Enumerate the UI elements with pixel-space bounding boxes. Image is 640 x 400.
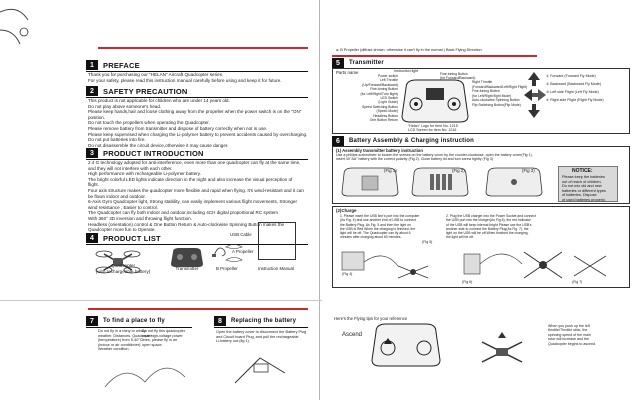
fig3-label: (Fig 3) <box>522 168 535 173</box>
propeller-direction-note: a: B Propeller (diffuse shown, otherwise it can't fly in the normal ) Back Flying Direction <box>336 48 482 52</box>
section-title: Battery Assembly & Charging instruction <box>349 138 474 144</box>
section-number: 3 <box>86 148 98 158</box>
section-place-to-fly-header <box>86 316 165 326</box>
right-column <box>322 0 640 400</box>
section-title: To find a place to fly <box>103 318 165 324</box>
section-number: 1 <box>86 60 98 70</box>
place-to-fly-text: Do not fly in a rainy or windy weather. Distances. Quadcopter (temperature) from 5-40°C (indoor or air conditioner). Weather condition. <box>98 329 153 351</box>
preface-text: Thank you for purchasing our "HELAN" Aircraft Quadcopter series. For your safety, please read this instruction manual carefully before using and keep it for future. <box>88 72 282 83</box>
fly-place-illustration <box>100 352 190 392</box>
section-product-list-header <box>86 233 161 243</box>
instruction-manual-caption: Instruction Manual <box>258 266 294 271</box>
notice-title: NOTICE: <box>572 168 593 174</box>
b-propeller-image <box>226 257 242 263</box>
fig3-illustration <box>484 164 544 198</box>
transmitter-diagram <box>400 78 470 124</box>
section-accent-bar <box>332 55 537 57</box>
replacing-battery-text: Open the battery cover to disconnect the Battery Plug and Circuit board Plug, and pull the rechargeable Li-battery out.(fig 1) <box>216 330 307 343</box>
left-column <box>0 0 318 400</box>
section-rule <box>86 327 192 328</box>
page-divider-vertical <box>319 0 320 400</box>
flying-tips-heading: Here's the Flying tips for your reference <box>334 316 408 321</box>
logo-lcd-notes: "Helan" Logo for Item No. 1215 LCD Screen for Item No. 1216 <box>408 124 458 133</box>
section-preface-header <box>86 60 140 70</box>
section-title: SAFETY PRECAUTION <box>103 86 188 96</box>
quadcopter-caption: Quadcopter (with rechargeable battery) <box>95 263 151 274</box>
transmitter-right-labels: Right Throttle (Forward/Backward/Left/Right Flight) Fine-tuning Button (for Left/Right flight Mode) Auto-clockwise Spinning Button Flip Switching Button(Flip Mode) <box>472 80 528 107</box>
transmitter-left-labels: Power switch Left Throttle (Up/Forward/Backward) Fine-tuning Button (for Left/Right/Turn flight) LED Switch (Light Guide) Speed Switching Button (Speed Mode) Headless Button One Button Return <box>360 74 398 123</box>
assembly-subheading: (1) Assembly transmitter battery instruction <box>336 148 423 153</box>
place-to-fly-text-2: Do not fly this quadcopter near high-voltage power lines, please fly in an open space. <box>142 329 186 347</box>
charge-instructions-1: 1. Please insert the USB line's port into the computer (As Fig. 4) and use another end of USB to connect the Battery Plug. As Fig. 5 and then the light on the USB is Red.When the charging is finished, the light will be off. The Quadcopter can fly about 6 minutes after charging about 60 minutes. <box>340 214 420 240</box>
charge-subheading: (2)Charge <box>336 208 357 213</box>
section-transmitter-header <box>332 58 384 68</box>
section-number: 5 <box>332 58 344 68</box>
fig6-label: (Fig 6) <box>462 280 473 284</box>
section-title: PREFACE <box>103 60 140 70</box>
a-propeller-caption: A Propeller <box>232 249 254 254</box>
fig5-label: (Fig 5) <box>422 240 433 244</box>
intro-text: 2.4 G technology adopted for anti-interference, even more than one quadcopter can fly at the same time, and they will not interfere with each other. High performance with rechargeable Li-polymer battery. The bright colorful LED lights indicate direction in the night and also increase the visual perception of flight. Four axis structure makes the quadcopter more flexible and rapid when flying. It's wind-resistant and it can be flown indoor and outdoor. 6-Axis Gyro Quadcopter light, Strong stability, can easily implement various flight movements, Stronger wind resistance , Easier to control. The Quadcopter can fly both indoor and outdoor,including 4CH digital proportional RC system With 360° 3D inversion and throwing flight function. Headless (orientation) control & One Button Return & Auto-clockwise Spinning Button makes the Quadcopter more fun to Operate. <box>88 160 304 233</box>
assembly-instructions: Use a phillips screwdriver to loosen the screws on the battery cover by the counter-clockwise, open the battery cover(Fig 1), insert 4X"AA" battery with the correct polarity (Fig 2). Close battery lid and turn screw tightly (Fig 3) <box>336 153 533 162</box>
section-replacing-battery-header <box>214 316 296 326</box>
parts-name-label: Parts name <box>336 70 359 75</box>
charging-illustration-2 <box>462 242 612 286</box>
direction-legend: ① Forward (Forward Fly Mode) ② Backward (Backward Fly Mode) ③ Left side Flight (Left Fly Mode) ④ Right side Flight (Right Fly Mode) <box>546 74 604 102</box>
quadcopter-corner-illustration <box>0 0 60 55</box>
section-title: PRODUCT INTRODUCTION <box>103 148 204 158</box>
section-accent-bar <box>88 308 308 310</box>
section-title: Transmitter <box>349 60 384 66</box>
fig4-label: (Fig 4) <box>342 272 353 276</box>
ascend-transmitter-illustration <box>370 322 442 368</box>
section-battery-header <box>332 136 474 146</box>
ascend-label: Ascend <box>342 332 363 338</box>
section-title: Replacing the battery <box>231 318 297 324</box>
fine-tuning-top-label: Fine-tuning Button (for Forward/Backward) <box>440 72 476 80</box>
instruction-manual-image <box>258 222 296 260</box>
section-title: PRODUCT LIST <box>103 233 161 243</box>
instruction-light-label: Instruction light <box>394 69 419 73</box>
section-number: 6 <box>332 136 344 146</box>
b-propeller-caption: B Propeller <box>216 266 238 271</box>
transmitter-caption: Transmitter <box>175 266 199 271</box>
section-number: 7 <box>86 316 98 326</box>
fig7-label: (Fig 7) <box>572 280 583 284</box>
transmitter-image <box>170 246 204 268</box>
fig1-label: (Fig 1) <box>384 168 397 173</box>
charge-instructions-2: 2. Plug the USB charger into the Power Socket and connect the USB port into the charger(As Fig.5), the red indicator of the USB will keep internal bright.Please use the USB's another side to connect the Battery Plug(As Fig. 7), the light on the USB will be off.When finished the charging, the light will be off. <box>446 214 536 240</box>
section-safety-header <box>86 86 188 96</box>
section-rule <box>214 327 308 328</box>
section-number: 2 <box>86 86 98 96</box>
fig2-label: (Fig 2) <box>452 168 465 173</box>
notice-text: Please keep the batteries out of reach of children. Do not mix old and new batteries or different types of batteries. Dispose of used batteries properly. <box>562 175 606 202</box>
battery-replacement-illustration <box>230 348 290 388</box>
section-accent-bar <box>98 47 308 49</box>
section-number: 4 <box>86 233 98 243</box>
ascend-quadcopter-illustration <box>472 330 532 370</box>
usb-cable-caption: USB Cable <box>230 232 252 237</box>
section-number: 8 <box>214 316 226 326</box>
ascend-tip-text: When you push up the left throttle/Throttle stick, the spinning speed of the main rotor will increase and the Quadcopter begins to ascend. <box>548 324 596 346</box>
section-intro-header <box>86 148 204 158</box>
charging-illustration-1 <box>340 244 436 284</box>
safety-text: This product is not applicable for children who are under 14 years old. Do not play above someone's head. Please keep hands,hair and loose clothing away from the propeller when the power switch is on the "ON" position. Do not touch the propellers when operating the Quadcopter. Please remove battery from transmitter and dispose of battery correctly when not in use. Please keep supervised when charging the Li-polymer battery to prevent accidents caused by overcharging. Do not put batteries into fire. Do not disassemble the circuit device,otherwise it may cause danger. <box>88 98 308 148</box>
